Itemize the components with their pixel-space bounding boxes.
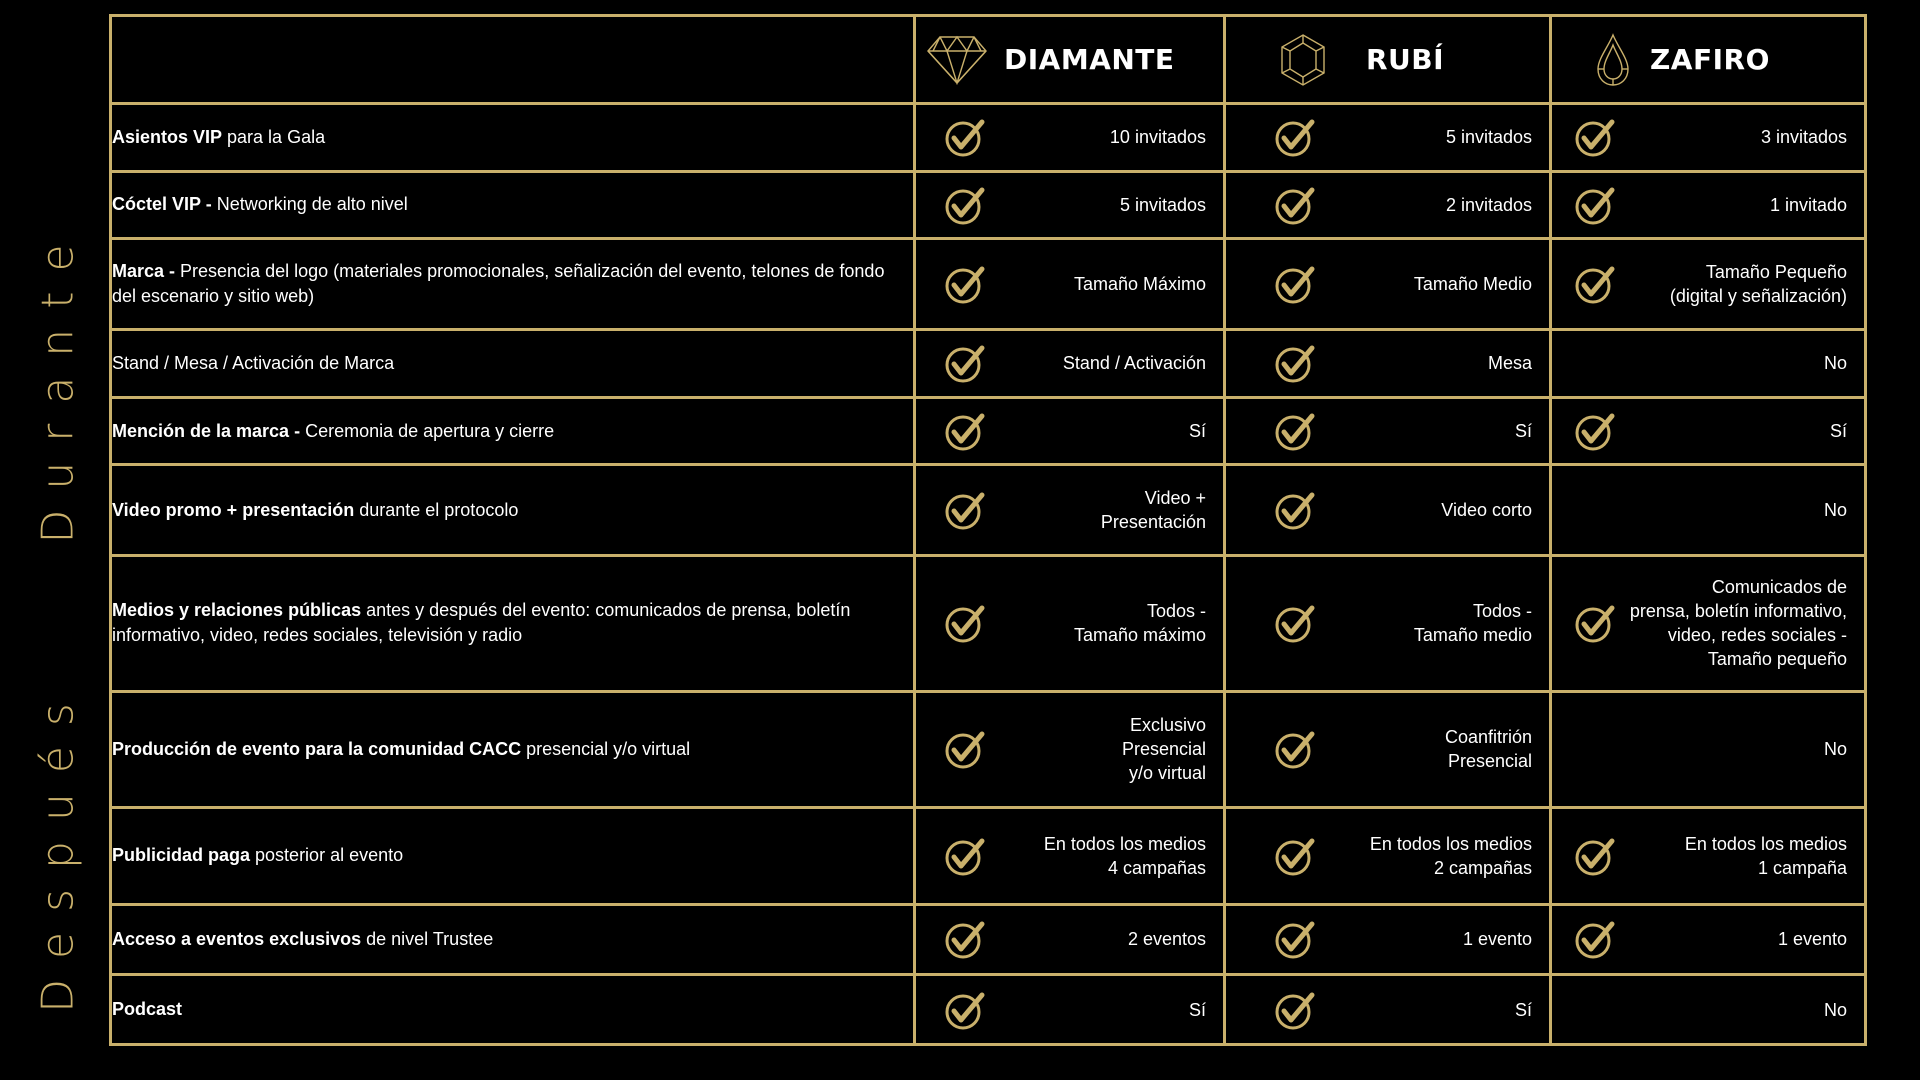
tier-value: 2 invitados <box>1445 194 1532 215</box>
tier-value: En todos los medios 1 campaña <box>1684 833 1847 878</box>
tier-value: Comunicados de prensa, boletín informativo, video, redes sociales - Tamaño pequeño <box>1629 577 1847 670</box>
check-icon <box>1274 184 1316 226</box>
tier-cell-zafiro <box>1551 397 1866 465</box>
tier-cell-rubi <box>1225 465 1551 556</box>
tier-value: Sí <box>1188 421 1206 442</box>
tier-value: No <box>1823 739 1847 760</box>
table-row <box>111 397 1866 465</box>
tier-cell-zafiro <box>1551 465 1866 556</box>
tier-cell-diamante <box>915 330 1225 398</box>
tier-cell-zafiro <box>1551 975 1866 1045</box>
check-icon <box>944 342 986 384</box>
tier-value: No <box>1823 999 1847 1020</box>
tier-value: Todos - Tamaño máximo <box>1073 601 1206 646</box>
feature-description: durante el protocolo <box>354 499 519 520</box>
side-label-despues: Después <box>32 683 84 1013</box>
tier-cell-diamante <box>915 904 1225 975</box>
check-icon <box>944 918 986 960</box>
tier-cell-rubi <box>1225 104 1551 172</box>
tier-cell-diamante <box>915 239 1225 330</box>
tier-cell-zafiro <box>1551 171 1866 239</box>
tier-cell-rubi <box>1225 171 1551 239</box>
table-row <box>111 975 1866 1045</box>
tier-cell-rubi <box>1225 330 1551 398</box>
table-row <box>111 807 1866 904</box>
check-icon <box>944 116 986 158</box>
tier-value: Todos - Tamaño medio <box>1413 601 1532 646</box>
tier-value: Sí <box>1514 421 1532 442</box>
tier-value: 1 invitado <box>1769 194 1847 215</box>
sapphire-icon <box>1596 33 1630 87</box>
tier-value: Sí <box>1514 999 1532 1020</box>
tier-cell-diamante <box>915 104 1225 172</box>
tier-value: Sí <box>1188 999 1206 1020</box>
sponsorship-tier-table <box>109 14 1867 1046</box>
check-icon <box>1574 835 1616 877</box>
tier-cell-diamante <box>915 171 1225 239</box>
feature-cell <box>111 465 915 556</box>
tier-cell-rubi <box>1225 691 1551 807</box>
feature-highlight: Publicidad paga <box>112 845 251 866</box>
tier-value: 1 evento <box>1462 929 1532 950</box>
tier-cell-rubi <box>1225 975 1551 1045</box>
feature-description: antes y después del evento: comunicados de prensa, boletín informativo, video, redes sociales, televisión y radio <box>112 600 851 646</box>
check-icon <box>944 489 986 531</box>
tier-value: No <box>1823 500 1847 521</box>
tier-value: 5 invitados <box>1119 194 1206 215</box>
tier-header-diamante <box>915 16 1225 104</box>
tier-cell-diamante <box>915 397 1225 465</box>
check-icon <box>944 263 986 305</box>
feature-description: Presencia del logo (materiales promocionales, señalización del evento, telones de fondo del escenario y sitio web) <box>112 261 885 307</box>
tier-cell-zafiro <box>1551 691 1866 807</box>
tier-header-rubi <box>1225 16 1551 104</box>
feature-cell <box>111 556 915 691</box>
tier-value: En todos los medios 2 campañas <box>1369 833 1532 878</box>
feature-description: Networking de alto nivel <box>211 194 408 215</box>
check-icon <box>1574 184 1616 226</box>
check-icon <box>1274 602 1316 644</box>
check-icon <box>1274 918 1316 960</box>
feature-description: posterior al evento <box>250 845 404 866</box>
tier-value: Video + Presentación <box>1100 488 1206 533</box>
check-icon <box>1274 728 1316 770</box>
feature-description: presencial y/o virtual <box>521 738 691 759</box>
tier-cell-rubi <box>1225 807 1551 904</box>
header-empty-cell <box>111 16 915 104</box>
tier-cell-zafiro <box>1551 104 1866 172</box>
ruby-icon <box>1278 33 1328 87</box>
tier-value: Mesa <box>1487 353 1532 374</box>
feature-cell <box>111 691 915 807</box>
tier-cell-diamante <box>915 975 1225 1045</box>
check-icon <box>1274 263 1316 305</box>
check-icon <box>1574 918 1616 960</box>
tier-cell-rubi <box>1225 904 1551 975</box>
diamond-icon <box>926 35 988 85</box>
feature-highlight: Mención de la marca - <box>112 420 301 441</box>
table-row <box>111 556 1866 691</box>
feature-cell <box>111 904 915 975</box>
tier-header-row <box>111 16 1866 104</box>
tier-cell-rubi <box>1225 556 1551 691</box>
check-icon <box>1274 989 1316 1031</box>
table-row <box>111 904 1866 975</box>
tier-value: En todos los medios 4 campañas <box>1043 833 1206 878</box>
side-label-durante: Durante <box>32 224 84 544</box>
tier-cell-diamante <box>915 465 1225 556</box>
table-row <box>111 171 1866 239</box>
feature-highlight: Acceso a eventos exclusivos <box>112 928 362 949</box>
tier-cell-zafiro <box>1551 239 1866 330</box>
tier-value: 10 invitados <box>1109 127 1206 148</box>
tier-header-zafiro <box>1551 16 1866 104</box>
tier-value: Stand / Activación <box>1062 353 1206 374</box>
tier-value: Video corto <box>1441 500 1532 521</box>
feature-cell <box>111 975 915 1045</box>
tier-cell-rubi <box>1225 239 1551 330</box>
feature-description: Ceremonia de apertura y cierre <box>300 420 555 441</box>
feature-highlight: Cóctel VIP - <box>112 194 212 215</box>
feature-highlight: Podcast <box>112 999 183 1020</box>
tier-cell-diamante <box>915 691 1225 807</box>
tier-value: 1 evento <box>1777 929 1847 950</box>
check-icon <box>1274 835 1316 877</box>
feature-highlight: Video promo + presentación <box>112 499 355 520</box>
check-icon <box>944 989 986 1031</box>
feature-highlight: Producción de evento para la comunidad CACC <box>112 738 522 759</box>
tier-value: 2 eventos <box>1127 929 1206 950</box>
tier-cell-rubi <box>1225 397 1551 465</box>
tier-value: Tamaño Medio <box>1413 274 1532 295</box>
check-icon <box>1574 263 1616 305</box>
table-row <box>111 104 1866 172</box>
check-icon <box>1274 342 1316 384</box>
table-row <box>111 691 1866 807</box>
tier-value: 3 invitados <box>1760 127 1847 148</box>
tier-value: Coanfitrión Presencial <box>1444 727 1532 772</box>
tier-name-zafiro: ZAFIRO <box>1650 43 1770 76</box>
tier-value: Tamaño Pequeño (digital y señalización) <box>1669 262 1847 307</box>
table-row <box>111 465 1866 556</box>
tier-cell-diamante <box>915 807 1225 904</box>
tier-cell-zafiro <box>1551 904 1866 975</box>
tier-value: Tamaño Máximo <box>1073 274 1206 295</box>
tier-value: Exclusivo Presencial y/o virtual <box>1121 715 1206 784</box>
feature-cell <box>111 330 915 398</box>
tier-cell-zafiro <box>1551 330 1866 398</box>
tier-name-diamante: DIAMANTE <box>1004 43 1175 76</box>
feature-cell <box>111 239 915 330</box>
check-icon <box>944 602 986 644</box>
tier-value: Sí <box>1829 421 1847 442</box>
feature-description: Stand / Mesa / Activación de Marca <box>112 352 395 373</box>
check-icon <box>944 728 986 770</box>
tier-value: 5 invitados <box>1445 127 1532 148</box>
check-icon <box>944 184 986 226</box>
check-icon <box>1574 116 1616 158</box>
tier-cell-zafiro <box>1551 807 1866 904</box>
tier-cell-zafiro <box>1551 556 1866 691</box>
check-icon <box>944 835 986 877</box>
feature-highlight: Marca - <box>112 261 176 282</box>
tier-name-rubi: RUBÍ <box>1366 43 1445 76</box>
feature-highlight: Asientos VIP <box>112 126 223 147</box>
check-icon <box>944 410 986 452</box>
feature-description: de nivel Trustee <box>361 928 494 949</box>
check-icon <box>1574 410 1616 452</box>
feature-description: para la Gala <box>222 126 326 147</box>
feature-cell <box>111 171 915 239</box>
feature-cell <box>111 807 915 904</box>
feature-cell <box>111 104 915 172</box>
feature-highlight: Medios y relaciones públicas <box>112 600 362 621</box>
tier-value: No <box>1823 353 1847 374</box>
table-row <box>111 330 1866 398</box>
table-row <box>111 239 1866 330</box>
check-icon <box>1274 410 1316 452</box>
check-icon <box>1274 489 1316 531</box>
check-icon <box>1574 602 1616 644</box>
check-icon <box>1274 116 1316 158</box>
feature-cell <box>111 397 915 465</box>
tier-cell-diamante <box>915 556 1225 691</box>
